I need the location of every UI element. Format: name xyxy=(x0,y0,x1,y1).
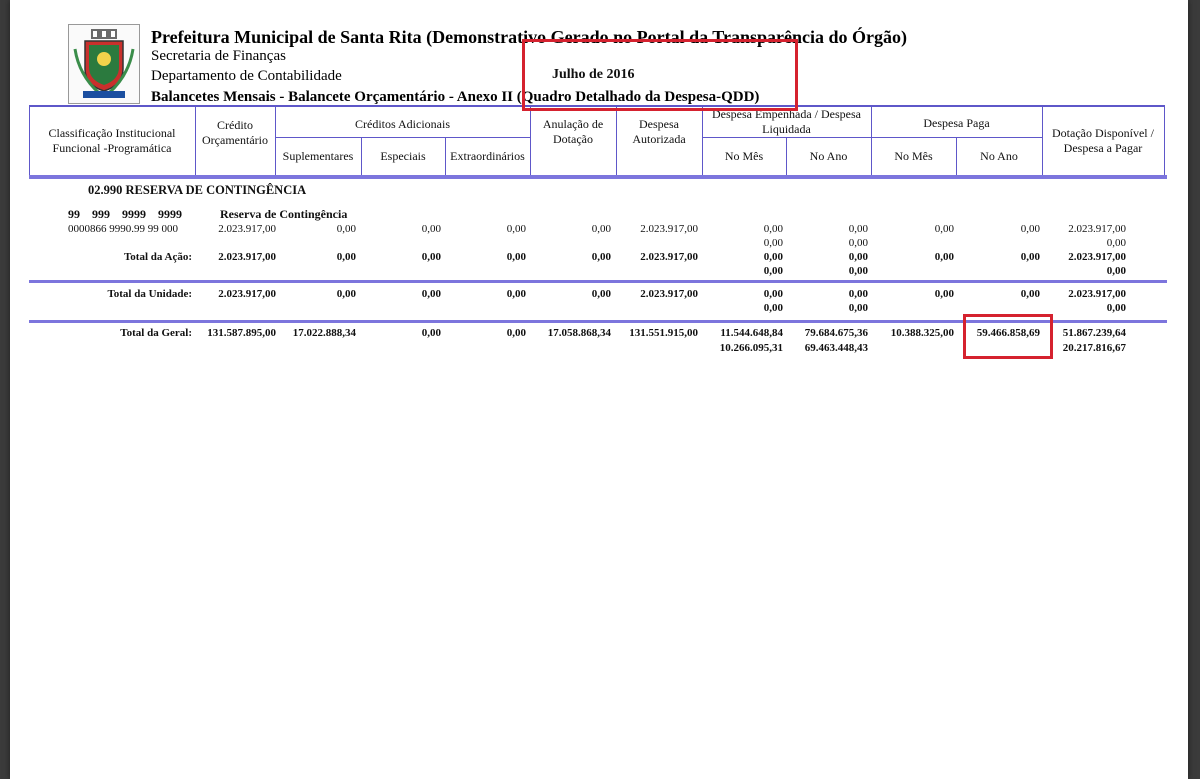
cell-highlighted: 59.466.858,69 xyxy=(976,327,1040,339)
document-title: Prefeitura Municipal de Santa Rita (Demonstrativo Gerado no Portal da Transparência do Órgão) xyxy=(151,27,907,47)
cell: 0,00 xyxy=(506,327,526,339)
col-empenhada: Despesa Empenhada / Despesa Liquidada xyxy=(712,107,861,136)
cell: 0,00 xyxy=(1020,223,1040,235)
cell: 10.388.325,00 xyxy=(890,327,954,339)
cell: 0,00 xyxy=(506,251,526,263)
secretaria-line: Secretaria de Finanças xyxy=(151,48,286,64)
col-creditos-adicionais: Créditos Adicionais xyxy=(355,116,450,131)
cell: 0,00 xyxy=(591,288,611,300)
row-label: Total da Ação: xyxy=(123,251,192,263)
cell: 51.867.239,64 xyxy=(1062,327,1126,339)
report-title: Balancetes Mensais - Balancete Orçamentário - Anexo II (Quadro Detalhado da Despesa-QDD) xyxy=(151,89,760,105)
highlight-box-period xyxy=(522,39,798,111)
departamento-line: Departamento de Contabilidade xyxy=(151,68,342,84)
cell: 0,00 xyxy=(591,251,611,263)
cell: 0,00 xyxy=(336,288,356,300)
cell: 0,00 xyxy=(848,265,868,277)
cell: 0,00 xyxy=(848,251,868,263)
cell: 0,00 xyxy=(934,223,954,235)
col-paga-ano: No Ano xyxy=(980,148,1018,163)
cell: 17.058.868,34 xyxy=(547,327,611,339)
highlight-box-value xyxy=(963,314,1053,359)
col-empenhada-ano: No Ano xyxy=(809,148,848,163)
row-code: 0000866 9990.99 99 000 xyxy=(68,223,178,235)
cell: 0,00 xyxy=(336,251,356,263)
cell: 20.217.816,67 xyxy=(1062,342,1126,354)
col-credito: Crédito Orçamentário xyxy=(202,118,268,147)
cell: 0,00 xyxy=(1106,265,1126,277)
cell: 131.551.915,00 xyxy=(629,327,698,339)
cell: 0,00 xyxy=(421,251,441,263)
cell: 0,00 xyxy=(763,302,783,314)
cell: 0,00 xyxy=(336,223,356,235)
cell: 0,00 xyxy=(763,237,783,249)
row-label: Total da Geral: xyxy=(120,327,192,339)
cell: 2.023.917,00 xyxy=(1068,251,1126,263)
cell: 0,00 xyxy=(421,288,441,300)
cell: 2.023.917,00 xyxy=(218,223,276,235)
cell: 10.266.095,31 xyxy=(719,342,783,354)
cell: 131.587.895,00 xyxy=(207,327,276,339)
program-codes: 99 999 9999 9999 xyxy=(68,207,182,221)
cell: 2.023.917,00 xyxy=(640,251,698,263)
report-period: Julho de 2016 xyxy=(552,67,635,82)
cell: 2.023.917,00 xyxy=(1068,288,1126,300)
cell: 79.684.675,36 xyxy=(804,327,868,339)
cell: 0,00 xyxy=(1106,302,1126,314)
col-especiais: Especiais xyxy=(380,148,426,163)
cell: 0,00 xyxy=(763,223,783,235)
cell: 0,00 xyxy=(1106,237,1126,249)
col-suplementares: Suplementares xyxy=(282,148,354,163)
cell: 0,00 xyxy=(1020,251,1040,263)
divider xyxy=(29,280,1167,283)
cell: 11.544.648,84 xyxy=(720,327,783,339)
cell: 2.023.917,00 xyxy=(218,288,276,300)
col-anulacao: Anulação de Dotação xyxy=(542,117,604,146)
table-header xyxy=(29,105,1165,177)
cell: 17.022.888,34 xyxy=(292,327,356,339)
col-empenhada-mes: No Mês xyxy=(724,148,764,163)
cell: 0,00 xyxy=(763,288,783,300)
col-paga-mes: No Mês xyxy=(894,148,933,163)
cell: 2.023.917,00 xyxy=(640,223,698,235)
cell: 0,00 xyxy=(1020,288,1040,300)
cell: 0,00 xyxy=(421,327,441,339)
cell: 0,00 xyxy=(506,223,526,235)
cell: 2.023.917,00 xyxy=(640,288,698,300)
cell: 0,00 xyxy=(848,302,868,314)
unit-title: 02.990 RESERVA DE CONTINGÊNCIA xyxy=(88,183,307,197)
cell: 2.023.917,00 xyxy=(218,251,276,263)
cell: 0,00 xyxy=(848,288,868,300)
cell: 0,00 xyxy=(421,223,441,235)
cell: 0,00 xyxy=(763,251,783,263)
header-band xyxy=(29,175,1167,179)
cell: 0,00 xyxy=(763,265,783,277)
program-label: Reserva de Contingência xyxy=(220,207,348,221)
col-disponivel: Dotação Disponível / Despesa a Pagar xyxy=(1052,126,1154,155)
cell: 0,00 xyxy=(591,223,611,235)
cell: 0,00 xyxy=(934,288,954,300)
cell: 2.023.917,00 xyxy=(1068,223,1126,235)
col-extraordinarios: Extraordinários xyxy=(450,148,525,163)
col-paga: Despesa Paga xyxy=(923,115,990,130)
cell: 0,00 xyxy=(934,251,954,263)
col-autorizada: Despesa Autorizada xyxy=(632,117,686,146)
coat-of-arms-logo xyxy=(68,24,140,104)
document-page xyxy=(10,0,1188,779)
cell: 0,00 xyxy=(506,288,526,300)
cell: 69.463.448,43 xyxy=(804,342,868,354)
row-label: Total da Unidade: xyxy=(107,288,192,300)
cell: 0,00 xyxy=(848,223,868,235)
col-classificacao: Classificação Institucional Funcional -Programática xyxy=(48,126,176,155)
cell: 0,00 xyxy=(848,237,868,249)
